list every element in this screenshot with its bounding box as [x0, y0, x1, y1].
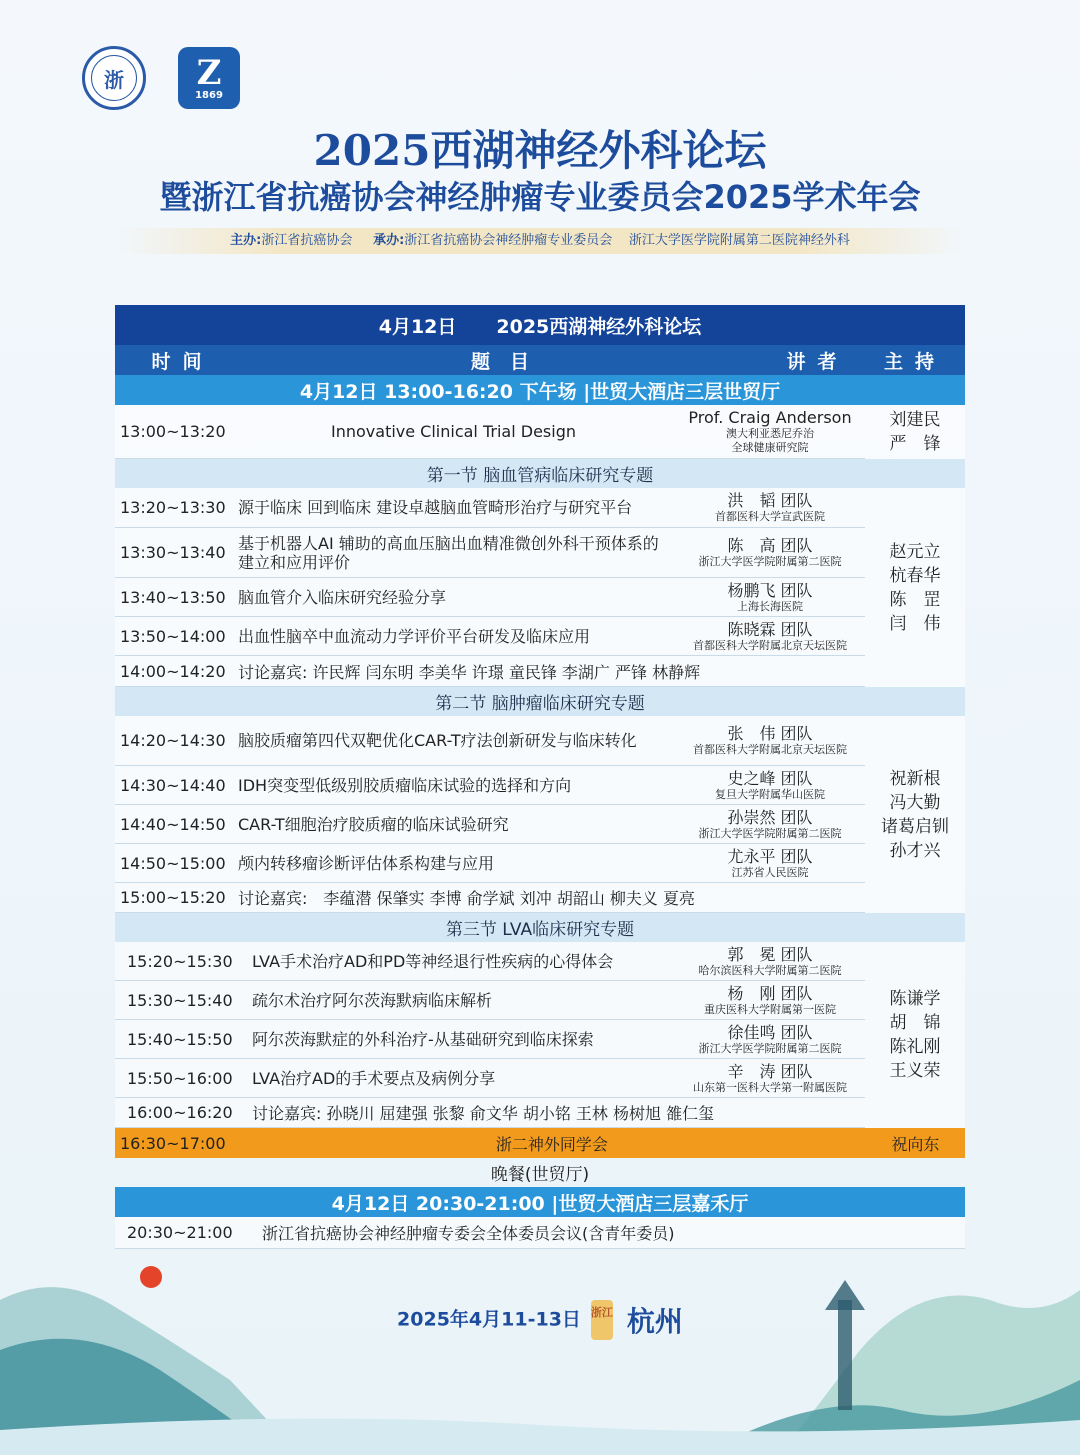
table-row: [115, 716, 865, 766]
organizer-label: 承办:: [373, 233, 405, 248]
table-row: [115, 1098, 865, 1128]
banner-name: 2025西湖神经外科论坛: [496, 315, 702, 338]
logo-group: [82, 46, 240, 110]
table-row: [115, 883, 865, 913]
keynote-block: [115, 405, 965, 459]
talk-speaker: [675, 984, 865, 1017]
hospital-z-logo: [178, 47, 240, 109]
host-name: 杭春华: [889, 565, 941, 586]
talk-topic: IDH突变型低级别胶质瘤临床试验的选择和方向: [238, 775, 572, 795]
talk-time: 15:40~15:50: [127, 1029, 233, 1049]
host-name: 王义荣: [889, 1061, 941, 1081]
alumni-row: [115, 1128, 965, 1158]
section-block: [115, 488, 965, 687]
host-name: 陈 罡: [889, 589, 941, 610]
speaker-name: 郭 冕 团队: [727, 944, 813, 964]
talk-time: 15:30~15:40: [127, 990, 233, 1010]
talk-speaker: [675, 945, 865, 978]
speaker-org: 哈尔滨医科大学附属第二医院: [698, 963, 842, 977]
talk-time: 13:00~13:20: [120, 422, 226, 441]
alumni-time: 16:30~17:00: [120, 1133, 226, 1153]
alumni-host: 祝向东: [891, 1134, 940, 1154]
table-row: [115, 1020, 865, 1059]
discussion-guests: 讨论嘉宾: 李蕴潜 保肇实 李博 俞学斌 刘冲 胡韶山 柳夫义 夏亮: [238, 889, 695, 908]
header-speaker: 讲者: [786, 350, 849, 373]
organizer-org-2: 浙江大学医学院附属第二医院神经外科: [628, 233, 850, 248]
table-row: [115, 488, 865, 528]
host-name: 刘建民: [889, 410, 941, 430]
host-name: 诸葛启钏: [881, 816, 949, 837]
section-title: 第一节 脑血管病临床研究专题: [115, 459, 965, 488]
talk-speaker: [675, 769, 865, 802]
talk-time: 13:40~13:50: [120, 587, 226, 607]
talk-speaker: [675, 1062, 865, 1095]
speaker-name: 尤永平 团队: [727, 846, 813, 866]
speaker-org: 复旦大学附属华山医院: [715, 787, 825, 801]
speaker-name: Prof. Craig Anderson: [688, 408, 852, 427]
speaker-name: 陈 高 团队: [727, 536, 813, 555]
table-row: [115, 617, 865, 656]
host-name: 赵元立: [889, 541, 941, 562]
talk-time: 14:40~14:50: [120, 814, 226, 834]
alumni-topic: 浙二神外同学会: [495, 1134, 608, 1154]
host-list: [865, 405, 965, 459]
speaker-org: 上海长海医院: [737, 599, 803, 613]
section-block: [115, 942, 965, 1128]
talk-time: 13:20~13:30: [120, 498, 226, 517]
session-evening: 4月12日 20:30-21:00 |世贸大酒店三层嘉禾厅: [115, 1187, 965, 1217]
host-name: 祝新根: [889, 768, 941, 789]
talk-topic: 颅内转移瘤诊断评估体系构建与应用: [238, 853, 495, 873]
organizer-org: 浙江省抗癌协会神经肿瘤专业委员会: [404, 233, 613, 248]
discussion-time: 15:00~15:20: [120, 888, 226, 907]
talk-time: 14:20~14:30: [120, 731, 226, 750]
header-topic: 题目: [470, 350, 549, 373]
banner-date: 4月12日: [378, 315, 457, 338]
meeting-topic: 浙江省抗癌协会神经肿瘤专委会全体委员会议(含青年委员): [262, 1224, 675, 1243]
host-name: 闫 伟: [889, 613, 941, 634]
speaker-name: 史之峰 团队: [727, 768, 813, 788]
talk-topic: Innovative Clinical Trial Design: [331, 422, 576, 441]
header-host: 主持: [883, 350, 946, 373]
host-list: [865, 716, 965, 913]
talk-speaker: [675, 847, 865, 880]
speaker-name: 张 伟 团队: [727, 724, 813, 743]
host-name: 陈谦学: [889, 989, 941, 1009]
talk-topic: 出血性脑卒中血流动力学评价平台研发及临床应用: [238, 626, 591, 646]
speaker-name: 孙崇然 团队: [727, 807, 813, 827]
talk-topic: 基于机器人AI 辅助的高血压脑出血精准微创外科干预体系的建立和应用评价: [238, 533, 659, 572]
section-title: 第二节 脑肿瘤临床研究专题: [115, 687, 965, 716]
talk-topic: 阿尔茨海默症的外科治疗-从基础研究到临床探索: [252, 1029, 594, 1049]
talk-topic: CAR-T细胞治疗胶质瘤的临床试验研究: [238, 814, 509, 834]
host-name: 陈礼刚: [889, 1037, 941, 1057]
talk-speaker: [675, 620, 865, 653]
talk-topic: LVA治疗AD的手术要点及病例分享: [252, 1068, 496, 1088]
speaker-org: 浙江大学医学院附属第二医院: [698, 555, 842, 568]
host-name: 胡 锦: [889, 1013, 941, 1033]
talk-time: 15:20~15:30: [127, 951, 233, 971]
speaker-org: 首都医科大学宣武医院: [715, 510, 825, 523]
sun-icon: [140, 1266, 162, 1288]
sponsor-bar: [115, 228, 965, 254]
section-block: [115, 716, 965, 913]
association-seal-logo: 浙: [82, 46, 146, 110]
talk-topic: 疏尔术治疗阿尔茨海默病临床解析: [252, 990, 493, 1010]
event-date: [0, 1300, 1080, 1340]
talk-topic: 脑血管介入临床研究经验分享: [238, 587, 447, 607]
table-row: [115, 528, 865, 578]
table-row: [115, 844, 865, 883]
talk-speaker: [675, 536, 865, 569]
talk-topic: 源于临床 回到临床 建设卓越脑血管畸形治疗与研究平台: [238, 498, 633, 517]
table-row: [115, 942, 865, 981]
speaker-org: 浙江大学医学院附属第二医院: [698, 1041, 842, 1055]
host-name: 孙才兴: [889, 840, 941, 861]
event-date-text: 2025年4月11-13日: [397, 1308, 581, 1331]
table-row: [115, 578, 865, 617]
host-list: [865, 488, 965, 687]
host-org: 浙江省抗癌协会: [261, 233, 353, 248]
talk-speaker: [675, 408, 865, 455]
event-city: 杭州: [626, 1305, 683, 1338]
speaker-name: 杨鹏飞 团队: [727, 580, 813, 600]
talk-speaker: [675, 491, 865, 524]
host-label: 主办:: [230, 233, 262, 248]
schedule-table: [115, 305, 965, 1249]
sub-title: 暨浙江省抗癌协会神经肿瘤专业委员会2025学术年会: [159, 178, 921, 216]
talk-speaker: [675, 581, 865, 614]
speaker-org: 江苏省人民医院: [731, 865, 809, 879]
speaker-org: 重庆医科大学附属第一医院: [704, 1002, 836, 1016]
talk-time: 13:30~13:40: [120, 543, 226, 562]
landscape-illustration: [0, 1240, 1080, 1455]
speaker-org-2: 全球健康研究院: [731, 441, 809, 454]
speaker-org: 浙江大学医学院附属第二医院: [698, 826, 842, 840]
host-list: [865, 942, 965, 1128]
table-header: [115, 345, 965, 375]
talk-time: 14:50~15:00: [120, 853, 226, 873]
talk-speaker: [675, 724, 865, 757]
discussion-time: 14:00~14:20: [120, 661, 226, 681]
talk-topic: LVA手术治疗AD和PD等神经退行性疾病的心得体会: [252, 951, 614, 971]
speaker-org: 澳大利亚悉尼乔治: [726, 427, 814, 440]
main-title: 2025西湖神经外科论坛: [313, 126, 767, 175]
talk-speaker: [675, 1023, 865, 1056]
speaker-name: 杨 刚 团队: [727, 983, 813, 1003]
talk-time: 15:50~16:00: [127, 1068, 233, 1088]
speaker-org: 首都医科大学附属北京天坛医院: [693, 743, 847, 756]
talk-time: 13:50~14:00: [120, 626, 226, 646]
table-row: [115, 656, 865, 687]
table-row: [115, 766, 865, 805]
talk-topic: 脑胶质瘤第四代双靶优化CAR-T疗法创新研发与临床转化: [238, 731, 637, 750]
host-name: 严 锋: [889, 434, 941, 454]
table-row: [115, 1059, 865, 1098]
section-title: 第三节 LVA临床研究专题: [115, 913, 965, 942]
header-time: 时间: [151, 350, 214, 373]
hospital-z-year: 1869: [195, 89, 223, 101]
speaker-org: 首都医科大学附属北京天坛医院: [693, 638, 847, 652]
discussion-guests: 讨论嘉宾: 许民辉 闫东明 李美华 许璟 童民锋 李湖广 严锋 林静辉: [238, 662, 701, 682]
table-banner: [115, 305, 965, 345]
speaker-name: 陈晓霖 团队: [727, 619, 813, 639]
speaker-name: 辛 涛 团队: [727, 1061, 813, 1081]
hospital-z-letter: Z: [196, 52, 222, 93]
discussion-time: 16:00~16:20: [127, 1103, 233, 1122]
speaker-org: 山东第一医科大学第一附属医院: [693, 1080, 847, 1094]
table-row: [115, 981, 865, 1020]
meeting-time: 20:30~21:00: [127, 1223, 233, 1242]
dinner-row: 晚餐(世贸厅): [490, 1165, 590, 1185]
talk-time: 14:30~14:40: [120, 775, 226, 795]
zhejiang-seal: 浙江: [591, 1300, 613, 1340]
speaker-name: 洪 韬 团队: [727, 491, 813, 510]
speaker-name: 徐佳鸣 团队: [727, 1022, 813, 1042]
discussion-guests: 讨论嘉宾: 孙晓川 屈建强 张黎 俞文华 胡小铭 王林 杨树旭 雒仁玺: [252, 1104, 715, 1123]
table-row: [115, 405, 865, 459]
talk-speaker: [675, 808, 865, 841]
host-name: 冯大勤: [889, 792, 941, 813]
table-row: [115, 805, 865, 844]
session-afternoon: 4月12日 13:00-16:20 下午场 |世贸大酒店三层世贸厅: [115, 375, 965, 405]
